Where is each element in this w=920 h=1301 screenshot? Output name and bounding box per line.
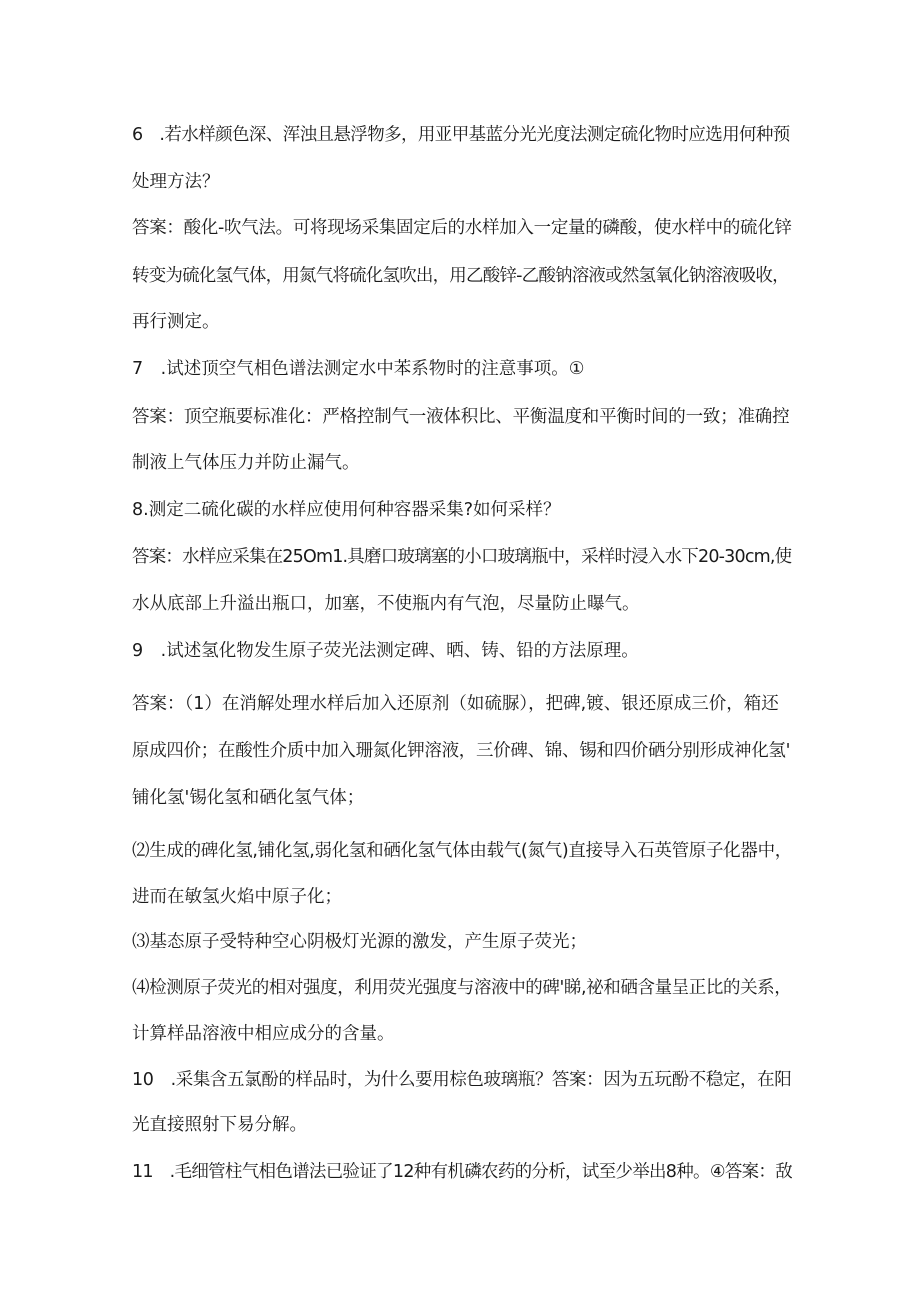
text-line: ⑵生成的碑化氢,铺化氢,弱化氢和硒化氢气体由载气(氮气)直接导入石英管原子化器中， <box>132 841 792 861</box>
text-line: 水从底部上升溢出瓶口，加塞，不使瓶内有气泡，尽量防止曝气。 <box>132 594 640 614</box>
text-line: 9 .试述氢化物发生原子荧光法测定碑、晒、铸、铅的方法原理。 <box>132 641 639 661</box>
text-line: 8.测定二硫化碳的水样应使用何种容器采集?如何采样？ <box>132 500 561 520</box>
text-line: 处理方法？ <box>132 172 220 192</box>
text-line: 原成四价；在酸性介质中加入珊氮化钾溶液，三价碑、锦、锡和四价硒分别形成神化氢' <box>132 741 791 761</box>
text-line: 11 .毛细管柱气相色谱法已验证了12种有机磷农药的分析，试至少举出8种。④答案：敌 <box>132 1162 792 1182</box>
text-line: 制液上气体压力并防止漏气。 <box>132 453 360 473</box>
text-line: ⑷检测原子荧光的相对强度，利用荧光强度与溶液中的碑'睇,祕和硒含量呈正比的关系， <box>132 978 792 998</box>
text-line: 10 .采集含五氯酚的样品时，为什么要用棕色玻璃瓶？答案：因为五玩酚不稳定，在阳 <box>132 1070 792 1090</box>
text-line: ⑶基态原子受特种空心阴极灯光源的激发，产生原子荧光； <box>132 932 587 952</box>
text-line: 答案：酸化-吹气法。可将现场采集固定后的水样加入一定量的磷酸，使水样中的硫化锌 <box>132 218 792 238</box>
text-line: 再行测定。 <box>132 312 220 332</box>
text-line: 6 .若水样颜色深、浑浊且悬浮物多，用亚甲基蓝分光光度法测定硫化物时应选用何种预 <box>132 125 790 145</box>
text-line: 光直接照射下易分解。 <box>132 1115 307 1135</box>
text-line: 7 .试述顶空气相色谱法测定水中苯系物时的注意事项。① <box>132 359 585 379</box>
text-line: 答案：水样应采集在25Om1.具磨口玻璃塞的小口玻璃瓶中，采样时浸入水下20-30cm,使 <box>132 547 792 567</box>
text-line: 铺化氢'锡化氢和硒化氢气体； <box>132 788 365 808</box>
text-line: 计算样品溶液中相应成分的含量。 <box>132 1024 395 1044</box>
text-line: 答案：（1）在消解处理水样后加入还原剂（如硫脲），把碑,镀、银还原成三价，箱还 <box>132 694 779 714</box>
text-line: 答案：顶空瓶要标准化：严格控制气一液体积比、平衡温度和平衡时间的一致；准确控 <box>132 407 790 427</box>
text-line: 进而在敏氢火焰中原子化； <box>132 887 342 907</box>
text-line: 转变为硫化氢气体，用氮气将硫化氢吹出，用乙酸锌-乙酸钠溶液或然氢氧化钠溶液吸收， <box>132 266 789 286</box>
